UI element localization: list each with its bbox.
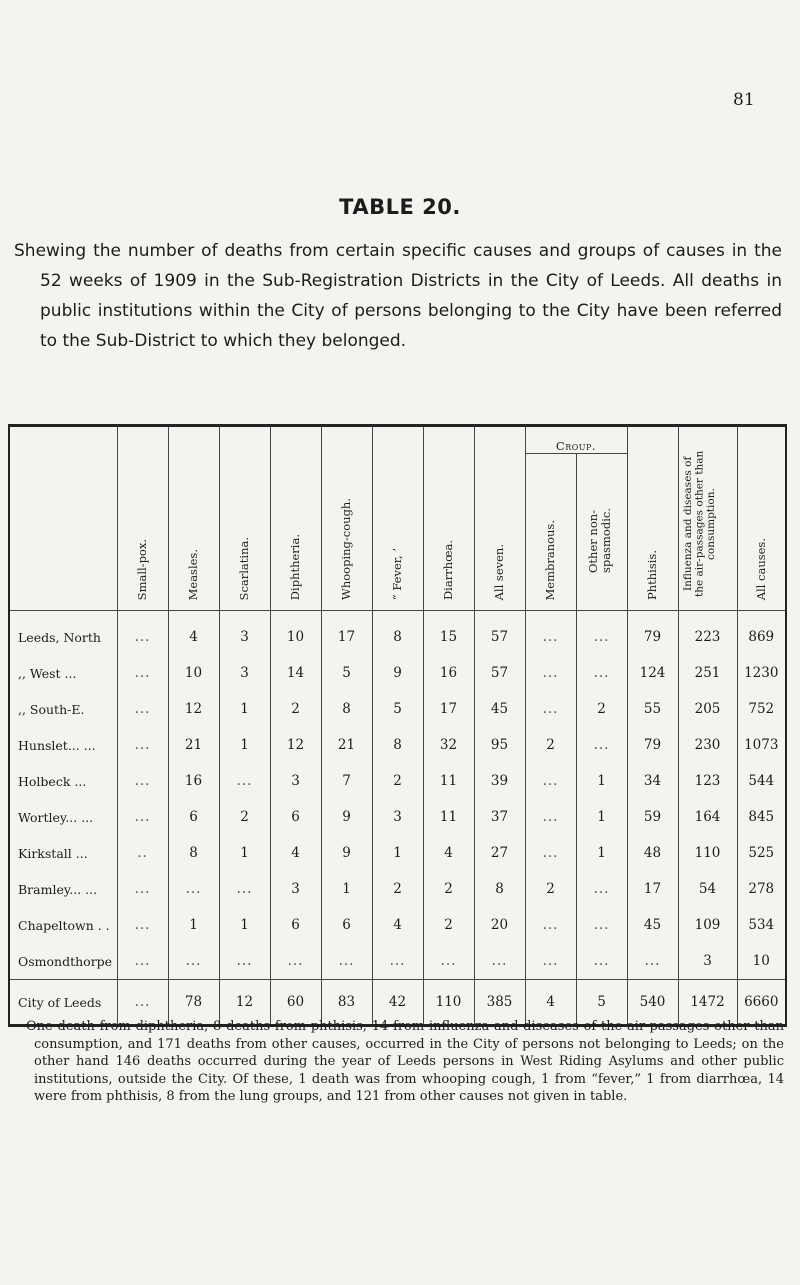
district-name: ,, South-E. [18,701,85,717]
district-row [9,943,786,980]
table-cell: ... [576,655,627,691]
table-cell: 21 [321,727,372,763]
table-cell: 7 [321,763,372,799]
table-cell: 164 [678,799,737,835]
table-cell: 540 [627,980,678,1026]
table-cell: ... [576,871,627,907]
header-phthisis: Phthisis. [627,426,678,611]
table-cell: ... [576,943,627,980]
table-cell: 8 [372,727,423,763]
table-cell: 109 [678,907,737,943]
header-croup: Croup. [525,426,627,454]
district-name: City of Leeds [9,980,117,1026]
table-cell: 95 [474,727,525,763]
table-cell: ... [219,943,270,980]
table-cell: 2 [576,691,627,727]
table-cell: 1472 [678,980,737,1026]
table-cell: 525 [737,835,786,871]
header-other-non-spasmodic: Other non-spasmodic. [576,454,627,611]
table-cell: 230 [678,727,737,763]
table-cell: 79 [627,727,678,763]
header-all-seven: All seven. [474,426,525,611]
table-cell: 869 [737,611,786,656]
table-cell: 45 [474,691,525,727]
table-cell: ... [423,943,474,980]
table-cell: 1 [372,835,423,871]
table-cell: 15 [423,611,474,656]
header-small-pox: Small-pox. [117,426,168,611]
table-cell: 3 [678,943,737,980]
table-cell: 385 [474,980,525,1026]
district-row [9,835,786,871]
table-cell: 16 [423,655,474,691]
table-cell: 9 [321,799,372,835]
table-cell: 4 [372,907,423,943]
district-header [9,426,117,611]
table-cell: ... [321,943,372,980]
table-cell: 2 [372,871,423,907]
table-cell: 124 [627,655,678,691]
table-cell: 2 [525,727,576,763]
district-row [9,727,786,763]
table-cell: ... [168,871,219,907]
table-cell: 110 [678,835,737,871]
table-cell: 20 [474,907,525,943]
table-cell: 11 [423,799,474,835]
table-cell: ... [117,611,168,656]
header-whooping-cough: Whooping-cough. [321,426,372,611]
table-cell: 6 [321,907,372,943]
district-name: Wortley... ... [18,809,94,825]
table-cell: 60 [270,980,321,1026]
table-cell: ... [525,907,576,943]
table-cell: 4 [168,611,219,656]
district-row [9,611,786,656]
table-cell: 544 [737,763,786,799]
table-cell: ... [576,907,627,943]
table-cell: 54 [678,871,737,907]
table-cell: 9 [321,835,372,871]
table-cell: 10 [737,943,786,980]
table-cell: .. [117,835,168,871]
header-scarlatina: Scarlatina. [219,426,270,611]
table-cell: 8 [372,611,423,656]
table-cell: ... [372,943,423,980]
table-cell: ... [168,943,219,980]
table-cell: 2 [423,871,474,907]
table-cell: 6 [270,799,321,835]
table-cell: 55 [627,691,678,727]
district-name: Kirkstall ... [18,845,88,861]
table-cell: 16 [168,763,219,799]
table-cell: 1 [219,727,270,763]
table-cell: 48 [627,835,678,871]
header-measles: Measles. [168,426,219,611]
district-row [9,907,786,943]
table-cell: 12 [219,980,270,1026]
table-cell: 3 [219,655,270,691]
table-cell: ... [474,943,525,980]
table-cell: 2 [372,763,423,799]
district-name: Leeds, North [18,629,101,645]
table-cell: ... [576,611,627,656]
table-cell: ... [117,691,168,727]
table-cell: 17 [423,691,474,727]
table-cell: 5 [372,691,423,727]
district-row [9,799,786,835]
table-cell: ... [117,943,168,980]
table-cell: 5 [321,655,372,691]
table-cell: 39 [474,763,525,799]
table-cell: 14 [270,655,321,691]
table-cell: 6 [168,799,219,835]
table-cell: 21 [168,727,219,763]
table-cell: 34 [627,763,678,799]
table-cell: ... [117,655,168,691]
table-cell: ... [576,727,627,763]
district-name: Hunslet... ... [18,737,96,753]
table-cell: 110 [423,980,474,1026]
table-cell: 1 [321,871,372,907]
table-cell: ... [117,727,168,763]
table-cell: 12 [168,691,219,727]
table-cell: 10 [168,655,219,691]
table-cell: ... [219,871,270,907]
table-cell: ... [525,835,576,871]
table-cell: ... [525,763,576,799]
table-cell: ... [525,611,576,656]
table-cell: 6660 [737,980,786,1026]
header-diarrhoea: Diarrhœa. [423,426,474,611]
table-cell: 3 [270,763,321,799]
table-cell: 8 [321,691,372,727]
table-description [14,236,782,356]
table-cell: ... [117,871,168,907]
table-cell: 2 [525,871,576,907]
district-row [9,871,786,907]
table-cell: ... [219,763,270,799]
table-cell: 11 [423,763,474,799]
table-cell: 45 [627,907,678,943]
district-row [9,691,786,727]
table-cell: 3 [372,799,423,835]
table-cell: 3 [270,871,321,907]
table-cell: ... [525,943,576,980]
table-cell: 4 [423,835,474,871]
table-cell: 1 [576,835,627,871]
table-cell: 223 [678,611,737,656]
table-cell: 752 [737,691,786,727]
table-cell: 78 [168,980,219,1026]
table-cell: ... [270,943,321,980]
table-cell: 1 [576,763,627,799]
table-cell: 2 [423,907,474,943]
table-cell: 17 [321,611,372,656]
table-cell: 3 [219,611,270,656]
header-row-1 [9,426,786,454]
table-cell: ... [117,980,168,1026]
district-name: Osmondthorpe [18,953,113,969]
table-cell: ... [117,907,168,943]
table-cell: 1 [219,691,270,727]
table-cell: 57 [474,611,525,656]
header-all-causes: All causes. [737,426,786,611]
district-row [9,763,786,799]
district-row [9,655,786,691]
table-title: TABLE 20. [339,195,461,219]
page-number: 81 [733,90,755,110]
table-cell: 32 [423,727,474,763]
table-cell: 845 [737,799,786,835]
district-name: ,, West ... [18,665,77,681]
description-text: Shewing the number of deaths from certain specific causes and groups of causes in the 52 weeks of 1909 in the Sub-Registration Districts in the City of Leeds. All deaths in public institutions within the City of persons belonging to the City have been referred to the Sub-District to which they belonged. [14,241,782,351]
table-cell: 6 [270,907,321,943]
table-cell: 8 [168,835,219,871]
table-cell: 17 [627,871,678,907]
district-name: Bramley... ... [18,881,98,897]
deaths-table [8,424,787,1027]
header-influenza: Influenza and diseases of the air-passages other than consumption. [678,426,737,611]
table-cell: ... [525,799,576,835]
table-cell: 79 [627,611,678,656]
table-cell: 205 [678,691,737,727]
table-cell: 2 [219,799,270,835]
table-cell: 4 [525,980,576,1026]
table-cell: ... [627,943,678,980]
table-cell: 5 [576,980,627,1026]
table-cell: 27 [474,835,525,871]
table-cell: 1 [219,907,270,943]
header-membranous: Membranous. [525,454,576,611]
table-cell: 57 [474,655,525,691]
table-cell: 9 [372,655,423,691]
table-cell: 12 [270,727,321,763]
table-cell: 1230 [737,655,786,691]
footnote-text: One death from diphtheria, 8 deaths from phthisis, 14 from influenza and diseases of the air-passages other than consumption, and 171 deaths from other causes, occurred in the City of persons not belonging to Leeds; on the other hand 146 deaths occurred during the year of Leeds persons in West Riding Asylums and other public institutions, outside the City. Of these, 1 death was from whooping cough, 1 from “fever,” 1 from diarrhœa, 14 were from phthisis, 8 from the lung groups, and 121 from other causes not given in table. [26,1019,784,1104]
table-cell: 123 [678,763,737,799]
district-name: Chapeltown . . [18,917,110,933]
table-cell: 1073 [737,727,786,763]
district-name: Holbeck ... [18,773,87,789]
table-cell: 10 [270,611,321,656]
table-cell: 59 [627,799,678,835]
table-cell: ... [117,763,168,799]
table-cell: 8 [474,871,525,907]
table-cell: 42 [372,980,423,1026]
table-body [9,611,786,1026]
table-cell: 83 [321,980,372,1026]
table-cell: 1 [219,835,270,871]
table-cell: 37 [474,799,525,835]
table-cell: 1 [576,799,627,835]
footnote [26,1018,784,1106]
header-fever: “ Fever, ’ [372,426,423,611]
table-cell: 4 [270,835,321,871]
table-cell: 1 [168,907,219,943]
table-cell: 251 [678,655,737,691]
table-cell: 278 [737,871,786,907]
table-cell: 534 [737,907,786,943]
table-cell: ... [117,799,168,835]
table-cell: ... [525,655,576,691]
table-cell: 2 [270,691,321,727]
header-diphtheria: Diphtheria. [270,426,321,611]
table-cell: ... [525,691,576,727]
